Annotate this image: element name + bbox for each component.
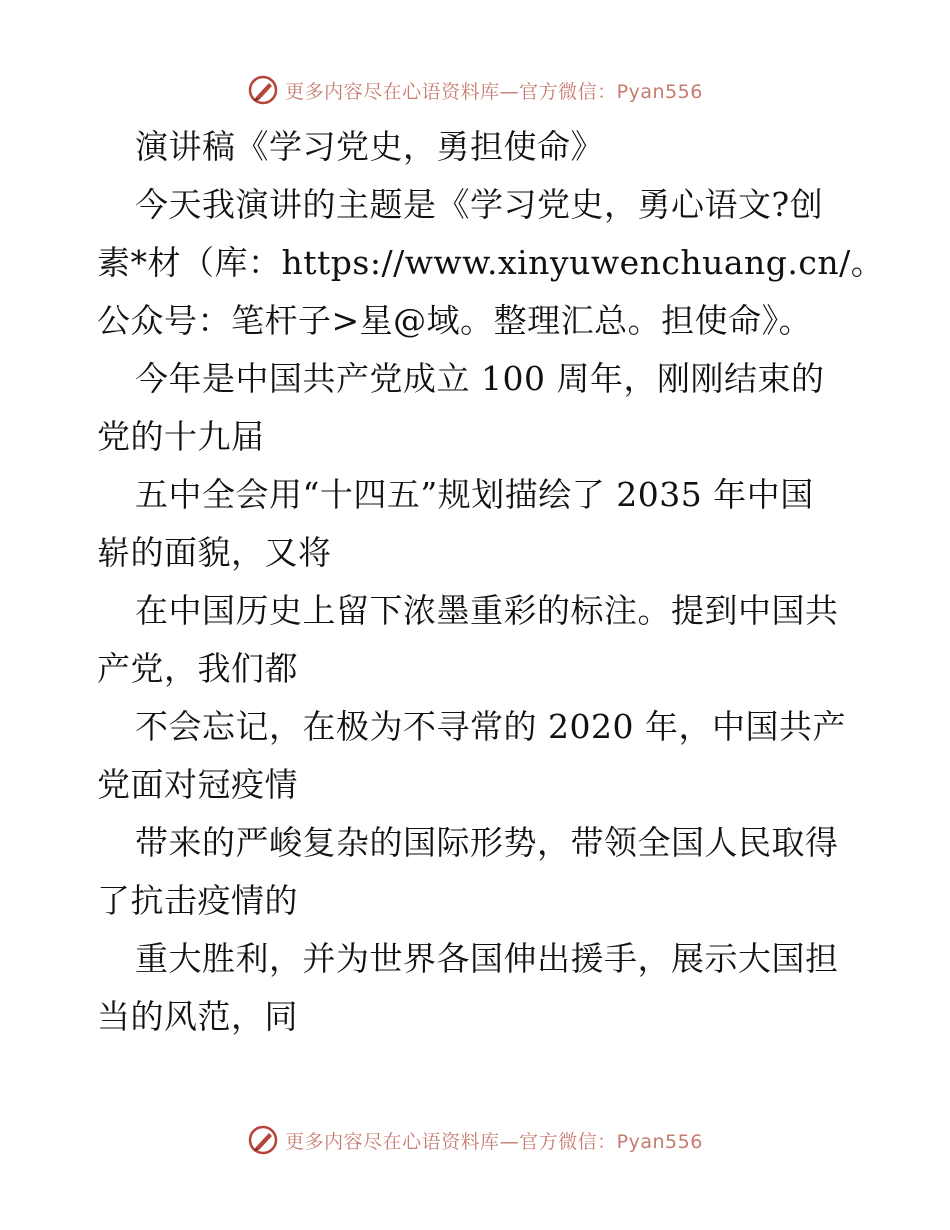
text-line: 今年是中国共产党成立 100 周年，刚刚结束的 <box>135 359 825 398</box>
text-line: 带来的严峻复杂的国际形势，带领全国人民取得 <box>135 823 839 862</box>
text-line: 产党，我们都 <box>97 649 298 688</box>
text-line: 演讲稿《学习党史，勇担使命》 <box>135 127 604 166</box>
header-banner-text: 更多内容尽在心语资料库—官方微信：Pyan556 <box>285 80 703 103</box>
text-line: 崭的面貌，又将 <box>97 533 332 572</box>
footer-banner <box>0 1120 950 1160</box>
document-body <box>97 118 885 1046</box>
header-banner <box>0 70 950 110</box>
pen-logo-icon <box>247 1124 279 1156</box>
pen-logo-icon <box>247 74 279 106</box>
text-line: 素*材（库：https://www.xinyuwenchuang.cn/。 <box>97 243 885 282</box>
text-line: 在中国历史上留下浓墨重彩的标注。提到中国共 <box>135 591 839 630</box>
text-line: 公众号：笔杆子>星@域。整理汇总。担使命》。 <box>97 301 813 340</box>
text-line: 重大胜利，并为世界各国伸出援手，展示大国担 <box>135 939 839 978</box>
text-line: 党的十九届 <box>97 417 265 456</box>
text-line: 党面对冠疫情 <box>97 765 298 804</box>
text-line: 五中全会用“十四五”规划描绘了 2035 年中国 <box>135 475 814 514</box>
footer-banner-text: 更多内容尽在心语资料库—官方微信：Pyan556 <box>285 1130 703 1153</box>
text-line: 今天我演讲的主题是《学习党史，勇心语文?创 <box>135 185 824 224</box>
text-line: 了抗击疫情的 <box>97 881 298 920</box>
text-line: 不会忘记，在极为不寻常的 2020 年，中国共产 <box>135 707 846 746</box>
text-line: 当的风范，同 <box>97 997 298 1036</box>
